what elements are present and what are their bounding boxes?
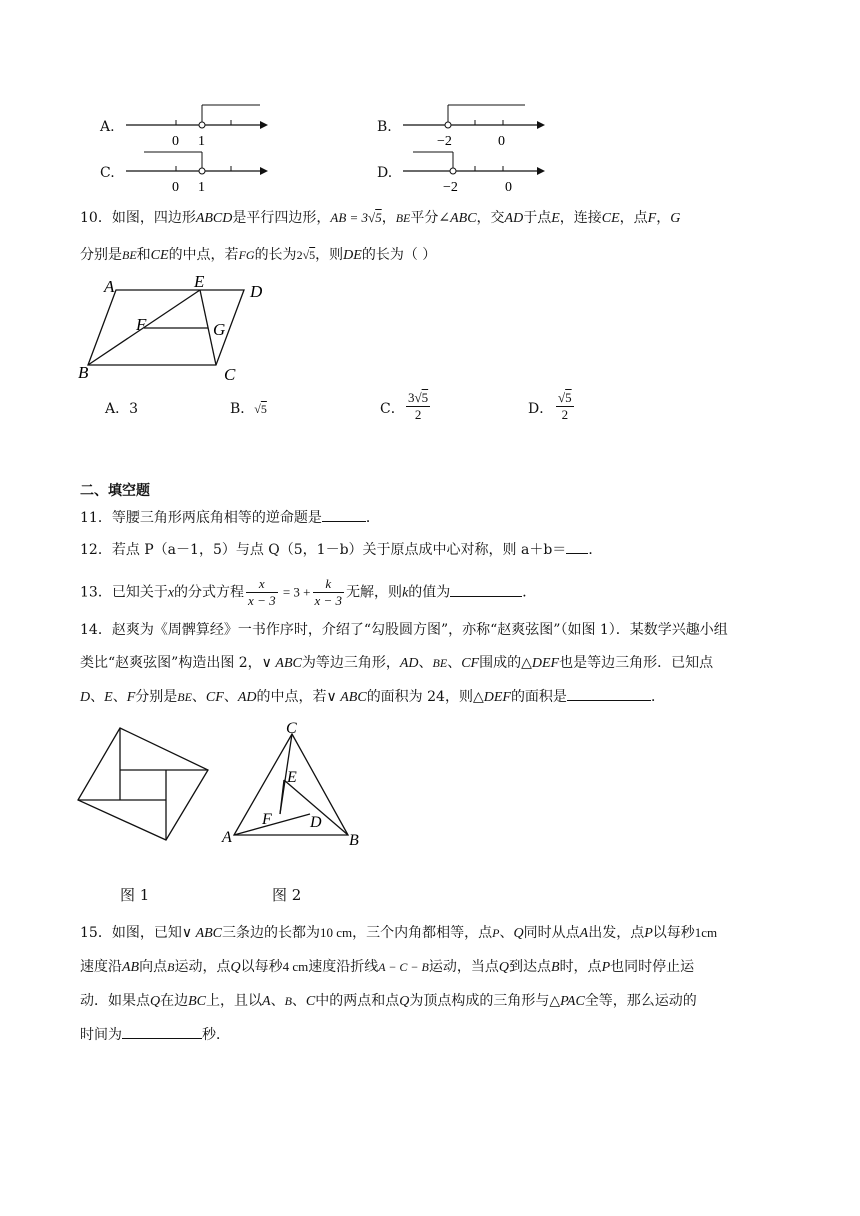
tick-label: 0 bbox=[505, 180, 512, 194]
number-line-a bbox=[118, 100, 278, 148]
label-A: A bbox=[104, 277, 115, 296]
label-E: E bbox=[194, 272, 205, 291]
label-D: D bbox=[310, 814, 322, 831]
zhao-shuang-figure bbox=[74, 722, 214, 847]
tick-label: 1 bbox=[198, 180, 205, 194]
q15-line2: 速度沿AB向点B运动，点Q以每秒4 cm速度沿折线A − C − B运动，当点Q到达点B时，点P也同时停止运 bbox=[80, 959, 695, 975]
q10-option-c-label: C． bbox=[380, 401, 405, 417]
q13: 13．已知关于x的分式方程 $\frac{x}{x - 3}$ = 3 + $\frac{k}{x - 3}$ 无解，则k的值为 ． bbox=[80, 576, 537, 608]
number-line-c bbox=[118, 146, 278, 194]
label-A: A bbox=[222, 829, 232, 846]
tick-label: −2 bbox=[437, 134, 452, 148]
label-B: B bbox=[349, 832, 359, 849]
q14-line1: 14．赵爽为《周髀算经》一书作序时，介绍了“勾股圆方图”，亦称“赵爽弦图”（如图 1）．某数学兴趣小组 bbox=[80, 622, 728, 638]
label-C: C bbox=[224, 365, 236, 384]
option-b-label: B. bbox=[377, 119, 392, 135]
option-c-label: C. bbox=[100, 165, 115, 181]
label-C: C bbox=[286, 722, 297, 737]
q14-line3: D、E、F分别是BE、CF、AD的中点，若∨ ABC的面积为 24，则△DEF的面积是 ． bbox=[80, 686, 665, 709]
tick-label: 0 bbox=[498, 134, 505, 148]
q10-option-c-fraction: $\frac{3√5}{2}$ bbox=[408, 390, 429, 422]
q10-option-d-label: D． bbox=[528, 401, 554, 417]
q10-line1: 10．如图，四边形ABCD是平行四边形，AB = 3√5，BE平分∠ABC，交AD于点E，连接CE，点F，G bbox=[80, 210, 681, 226]
q10-line2: 分别是BE和CE的中点，若FG的长为2√5，则DE的长为（ ） bbox=[80, 247, 437, 263]
number-line-b bbox=[395, 100, 555, 148]
option-a-label: A. bbox=[100, 119, 115, 135]
q10-option-b: B．√5 bbox=[230, 401, 267, 417]
q15-line4: 时间为 秒． bbox=[80, 1024, 230, 1046]
section-title: 二、填空题 bbox=[80, 483, 150, 499]
q11: 11．等腰三角形两底角相等的逆命题是 ． bbox=[80, 507, 380, 529]
tick-label: 0 bbox=[172, 180, 179, 194]
label-E: E bbox=[287, 769, 297, 786]
q14-line2: 类比“赵爽弦图”构造出图 2，∨ ABC为等边三角形，AD、BE、CF围成的△DEF也是等边三角形．已知点 bbox=[80, 655, 714, 671]
label-F: F bbox=[136, 315, 147, 334]
q15-line3: 动．如果点Q在边BC上，且以A、B、C中的两点和点Q为顶点构成的三角形与△PAC全等，那么运动的 bbox=[80, 993, 697, 1009]
tick-label: 1 bbox=[198, 134, 205, 148]
q10-option-d-fraction: $\frac{√5}{2}$ bbox=[558, 390, 572, 422]
number-line-d bbox=[395, 146, 555, 194]
q10-option-a: A．3 bbox=[105, 401, 139, 417]
tick-label: 0 bbox=[172, 134, 179, 148]
triangle-figure-2 bbox=[218, 722, 368, 852]
option-d-label: D. bbox=[377, 165, 393, 181]
q12: 12．若点 P（a－1，5）与点 Q（5，1－b）关于原点成中心对称，则 a＋b＝ ． bbox=[80, 539, 602, 561]
figure-1-caption: 图 1 bbox=[120, 886, 150, 904]
label-D: D bbox=[250, 282, 263, 301]
parallelogram-figure bbox=[76, 270, 276, 385]
label-F: F bbox=[262, 811, 272, 828]
figure-2-caption: 图 2 bbox=[272, 886, 302, 904]
tick-label: −2 bbox=[443, 180, 458, 194]
q15-line1: 15．如图，已知∨ ABC三条边的长都为10 cm，三个内角都相等，点P、Q同时从点A出发，点P以每秒1cm bbox=[80, 925, 718, 941]
label-B: B bbox=[78, 363, 89, 382]
label-G: G bbox=[213, 320, 226, 339]
